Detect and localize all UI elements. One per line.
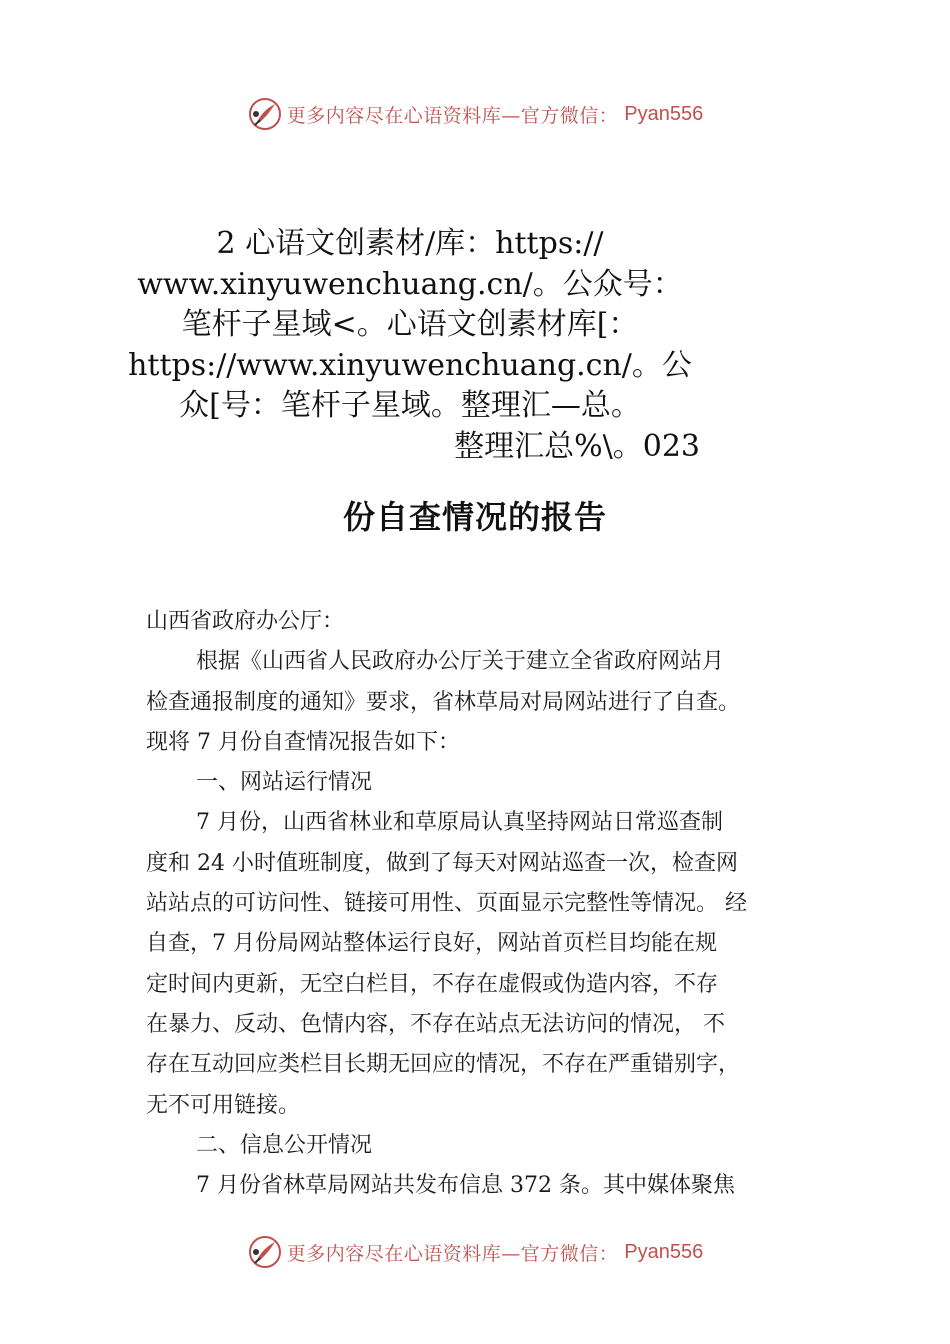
header-line: 整理汇总%\。023 [454,428,700,464]
section1-line: 7 月份，山西省林业和草原局认真坚持网站日常巡查制 [196,810,723,836]
header-line: 众[号：笔杆子星域。整理汇—总。 [179,388,641,423]
banner-text: 更多内容尽在心语资料库—官方微信： [286,1242,619,1265]
banner-wechat-id: Pyan556 [624,1240,704,1263]
header-line: https://www.xinyuwenchuang.cn/。公 [128,347,692,383]
header-watermark-banner [0,94,950,134]
banner-text: 更多内容尽在心语资料库—官方微信： [286,104,619,127]
section-heading-1: 一、网站运行情况 [196,770,373,796]
intro-line: 现将 7 月份自查情况报告如下： [146,729,460,755]
header-line: 笔杆子星域<。心语文创素材库[： [181,307,639,342]
header-line: www.xinyuwenchuang.cn/。公众号： [137,266,683,302]
document-title: 份自查情况的报告 [342,498,607,536]
section1-line: 在暴力、反动、色情内容，不存在站点无法访问的情况， 不 [146,1011,725,1037]
section1-line: 存在互动回应类栏目长期无回应的情况，不存在严重错别字， [146,1052,741,1078]
intro-line: 根据《山西省人民政府办公厅关于建立全省政府网站月 [196,649,725,675]
section1-line: 站站点的可访问性、链接可用性、页面显示完整性等情况。 经 [146,891,747,917]
quill-pen-logo-icon [247,1234,283,1270]
header-line: 2 心语文创素材/库：https:// [216,226,604,261]
section1-line: 度和 24 小时值班制度，做到了每天对网站巡查一次，检查网 [146,850,738,876]
document-body [146,602,822,1206]
quill-pen-logo-icon [247,96,283,132]
footer-watermark-banner [0,1232,950,1272]
section-heading-2: 二、信息公开情况 [196,1132,373,1158]
section2-line: 7 月份省林草局网站共发布信息 372 条。其中媒体聚焦 [196,1173,735,1199]
section1-line: 无不可用链接。 [146,1092,301,1118]
section1-line: 定时间内更新，无空白栏目，不存在虚假或伪造内容，不存 [146,971,719,997]
salutation: 山西省政府办公厅： [146,609,345,634]
intro-line: 检查通报制度的通知》要求，省林草局对局网站进行了自查。 [146,689,741,715]
header-text-block [120,224,700,467]
banner-wechat-id: Pyan556 [624,102,704,125]
section1-line: 自查，7 月份局网站整体运行良好，网站首页栏目均能在规 [146,931,717,957]
